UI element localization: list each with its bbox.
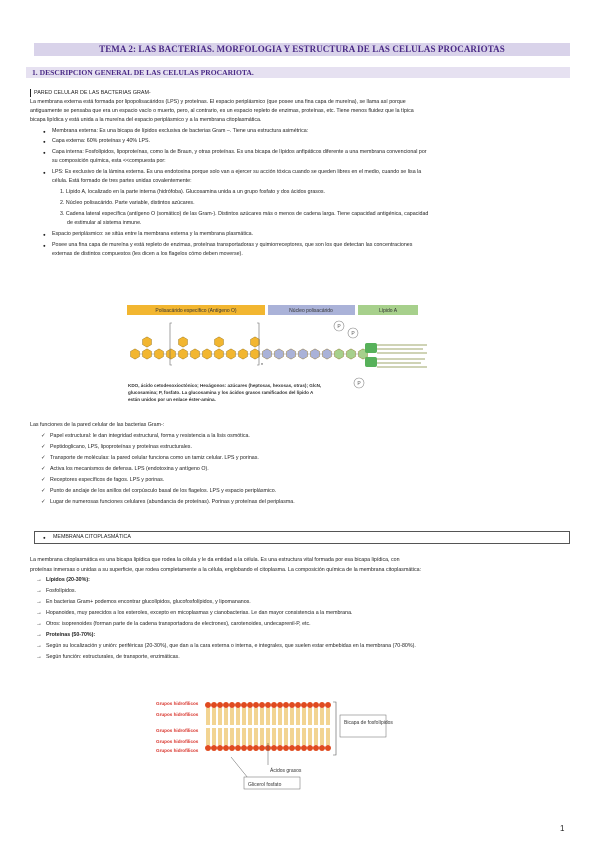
phospholipid [277,702,283,725]
sugar-chain [131,337,368,359]
bilayer-label: Bicapa de fosfolípidos [344,720,393,726]
membrana-heading-box [34,531,570,544]
svg-text:P: P [337,324,341,330]
pared-celular-label: PARED CELULAR DE LAS BACTERIAS GRAM- [30,89,151,97]
sugar-hexagon [263,349,272,359]
phospholipid [247,728,253,751]
svg-text:P: P [351,331,355,337]
phospholipid [205,702,211,725]
svg-text:Grupos hidrofílicos: Grupos hidrofílicos [156,712,199,717]
funcion-item: ✓ Transporte de moléculas: la pared celular funciona como un tamiz celular. LPS y porinas. [50,454,259,464]
bullet-mureina: ● Posee una fina capa de mureína y está repleto de enzimas, proteínas transportadoras y quimiorreceptores, que son los que detectan las concentraciones [52,241,412,251]
membrana-item: → En bacterias Gram+ podemos encontrar glucolípidos, glucofosfolípidos, y lipomananos. [46,598,251,608]
sugar-hexagon-branch [179,337,188,347]
phospholipid [235,728,241,751]
phospholipid [223,728,229,751]
sugar-hexagon [347,349,356,359]
lps-part-lipido-a: 1. Lípido A, localizado en la parte interna (hidrófoba). Glucosamina unida a un grupo fosfato y dos ácidos grasos. [60,189,326,195]
phospholipid [223,702,229,725]
phospholipid [253,728,259,751]
phospholipid [253,702,259,725]
phospholipid [247,702,253,725]
group-label-mid [156,728,199,733]
glucosamine-1 [365,343,377,353]
lps-part-nucleo: 2. Núcleo polisacárido. Parte variable, distintos azúcares. [60,200,195,206]
funcion-item: ✓ Papel estructural: le dan integridad estructural, forma y resistencia a la lisis osmótica. [50,432,250,442]
funcion-item: ✓ Punto de anclaje de los anillos del corpúsculo basal de los flagelos. LPS y espacio periplásmico. [50,487,276,497]
lps-part-continuation: de estimular al sistema inmune. [67,220,142,226]
phospholipid [319,728,325,751]
phospholipid [259,728,265,751]
phospholipid [241,702,247,725]
page-number: 1 [560,824,565,833]
phospholipid [205,728,211,751]
sugar-hexagon [131,349,140,359]
sugar-hexagon [335,349,344,359]
phospholipid [301,702,307,725]
sugar-hexagon-branch [251,337,260,347]
bullet-continuation: externas de distintos compuestos (les dicen a los flagelos cómo deben moverse). [52,251,243,257]
phospholipid [283,728,289,751]
membrana-item: → Otros: isoprenoides (forman parte de la cadena transportadora de electrones), carotenoides, undecaprenil-P, etc. [46,620,311,630]
phospholipid [229,702,235,725]
phosphate-group [354,378,364,388]
phospholipid [313,702,319,725]
page-title: TEMA 2: LAS BACTERIAS. MORFOLOGIA Y ESTRUCTURA DE LAS CELULAS PROCARIOTAS [34,43,570,56]
group-label-top-1 [156,701,199,706]
lps-structure-figure [127,305,427,407]
glycerol-label: Glicerol fosfato [248,782,282,788]
phospholipid [283,702,289,725]
phospholipid [277,728,283,751]
group-label-top-2 [156,712,199,717]
sugar-hexagon [155,349,164,359]
phospholipid [211,728,217,751]
bullet-continuation: célula. Está formado de tres partes unidas covalentemente: [52,178,192,184]
sugar-hexagon [203,349,212,359]
phosphate-group [348,328,358,338]
lipid-a-label: Lípido A [378,308,398,314]
sugar-hexagon [215,349,224,359]
sugar-hexagon [179,349,188,359]
repeat-n: n [261,361,264,366]
phospholipid [307,728,313,751]
figure1-caption-line: están unidos por un enlace éster-amina. [128,397,216,402]
sugar-hexagon [143,349,152,359]
bullet-capa-externa: ● Capa externa: 60% proteínas y 40% LPS. [52,137,150,147]
figure1-caption-line: glucosamina; P, fosfato. La glucosamina y los ácidos grasos ramificados del lípido A [128,390,314,395]
membrana-intro-line: proteínas inmersas o unidas a su superficie, que rodea completamente a la célula, englobando el citoplasma. La composición química de la membrana citoplasmática: [30,567,422,573]
membrana-item: → Fosfolípidos. [46,587,76,597]
membrana-heading: MEMBRANA CITOPLASMÁTICA [53,534,131,540]
bullet-lps: ● LPS: Es exclusivo de la lámina externa. Es una endotoxina porque solo van a ejercer su acción tóxica cuando se queden libres en el medio, cuando se lisa la [52,168,421,178]
phospholipid [211,702,217,725]
funcion-item: ✓ Peptidoglicano, LPS, lipoproteínas y proteínas estructurales. [50,443,192,453]
intro-line: bicapa lipídica y está unida a la mureína del espacio periplásmico y a la membrana citoplasmática. [30,117,262,123]
section-heading: 1. DESCRIPCION GENERAL DE LAS CELULAS PROCARIOTA. [26,67,570,78]
intro-line: antiguamente se pensaba que era un espacio vacío o muerto, pero, al contrario, es un espacio repleto de enzimas, proteínas, etc. Tiene menos fluidez que la típica [30,108,414,114]
sugar-hexagon [227,349,236,359]
phospholipid [235,702,241,725]
phospholipid [259,702,265,725]
phospholipid [217,728,223,751]
membrana-intro-line: La membrana citoplasmática es una bicapa lipídica que rodea la célula y le da entidad a la célula. Es una estructura vital formada por esa bicapa lipídica, con [30,557,400,563]
glucosamine-2 [365,357,377,367]
bullet-membrana-externa: ● Membrana externa: Es una bicapa de lípidos exclusiva de bacterias Gram –. Tiene una estructura asimétrica: [52,127,308,137]
phospholipid [271,702,277,725]
sugar-hexagon-branch [215,337,224,347]
figure1-caption-line: KDO, ácido cetodesoxioctónico; Hexágonos: azúcares (heptosas, hexosas, otras); GlcN, [128,383,322,388]
membrana-item: → Según función: estructurales, de transporte, enzimáticas. [46,653,180,663]
phospholipid [217,702,223,725]
phospholipid [319,702,325,725]
funcion-item: ✓ Activa los mecanismos de defensa. LPS (endotoxina y antígeno O). [50,465,209,475]
phospholipid [325,702,331,725]
phospholipid [313,728,319,751]
phospholipid [289,728,295,751]
sugar-hexagon [239,349,248,359]
core-label: Núcleo polisacárido [289,308,333,314]
lps-part-cadena: 3. Cadena lateral específica (antígeno O (somático) de las Gram-). Distintos azúcares más o menos de cadena larga. Tiene capacidad antigénica, capacidad [60,211,429,217]
phospholipid [229,728,235,751]
sugar-hexagon [167,349,176,359]
bullet-continuation: su composición química, esta <<compuesta por: [52,158,166,164]
phospholipid [301,728,307,751]
bullet-capa-interna: ● Capa interna: Fosfolípidos, lipoproteínas, como la de Braun, y otras proteínas. Es una bicapa de lípidos anfipáticos diferente a una membrana convencional por [52,148,427,158]
phosphate-group [334,321,344,331]
membrana-item: → Según su localización y unión: periféricas (20-30%), que dan a la cara externa o interna, e integrales, que suelen estar embebidas en la membrana (70-80%). [46,642,416,652]
phospholipid-bilayer-figure [156,695,406,798]
membrana-item-lipidos: → Lípidos (20-30%): [46,576,90,586]
glycerol-pointer [231,757,248,778]
bullet-espacio-periplasmico: ● Espacio periplásmico: se sitúa entre la membrana externa y la membrana plasmática. [52,230,253,240]
sugar-hexagon [299,349,308,359]
sugar-hexagon [311,349,320,359]
membrana-item: → Hopanoides, muy parecidos a los esteroles, excepto en micoplasmas y cianobacterias. Le dan mayor consistencia a la membrana. [46,609,353,619]
sugar-hexagon [323,349,332,359]
sugar-hexagon-branch [143,337,152,347]
o-antigen-label: Polisacárido específico (Antígeno O) [155,308,237,314]
svg-text:Grupos hidrofílicos: Grupos hidrofílicos [156,701,199,706]
fatty-acid-chains [377,345,427,367]
phospholipid [271,728,277,751]
bilayer-label-box [340,715,386,737]
funcion-item: ✓ Receptores específicos de fagos. LPS y porinas. [50,476,164,486]
bilayer-bracket [333,702,336,755]
funcion-item: ✓ Lugar de numerosas funciones celulares (abundancia de proteínas). Porinas y proteínas del periplasma. [50,498,295,508]
svg-text:Grupos hidrofílicos: Grupos hidrofílicos [156,739,199,744]
sugar-hexagon [287,349,296,359]
group-label-bottom-2 [156,748,199,753]
group-label-bottom-1 [156,739,199,744]
membrana-item-proteinas: → Proteínas (50-70%): [46,631,95,641]
phospholipid [295,728,301,751]
sugar-hexagon [191,349,200,359]
phospholipid [307,702,313,725]
svg-text:Grupos hidrofílicos: Grupos hidrofílicos [156,728,199,733]
intro-line: La membrana externa está formada por lipopolisacáridos (LPS) y proteínas. El espacio periplásmico (que posee una fina capa de mureína), se llama así porque [30,99,406,105]
phospholipid [265,702,271,725]
phospholipid [289,702,295,725]
phospholipid [325,728,331,751]
sugar-hexagon [275,349,284,359]
fatty-acids-label: Ácidos grasos [270,768,302,774]
phospholipid [241,728,247,751]
svg-text:Grupos hidrofílicos: Grupos hidrofílicos [156,748,199,753]
sugar-hexagon [251,349,260,359]
funciones-intro: Las funciones de la pared celular de las bacterias Gram-: [30,422,165,428]
phospholipid [295,702,301,725]
svg-text:P: P [357,381,361,387]
